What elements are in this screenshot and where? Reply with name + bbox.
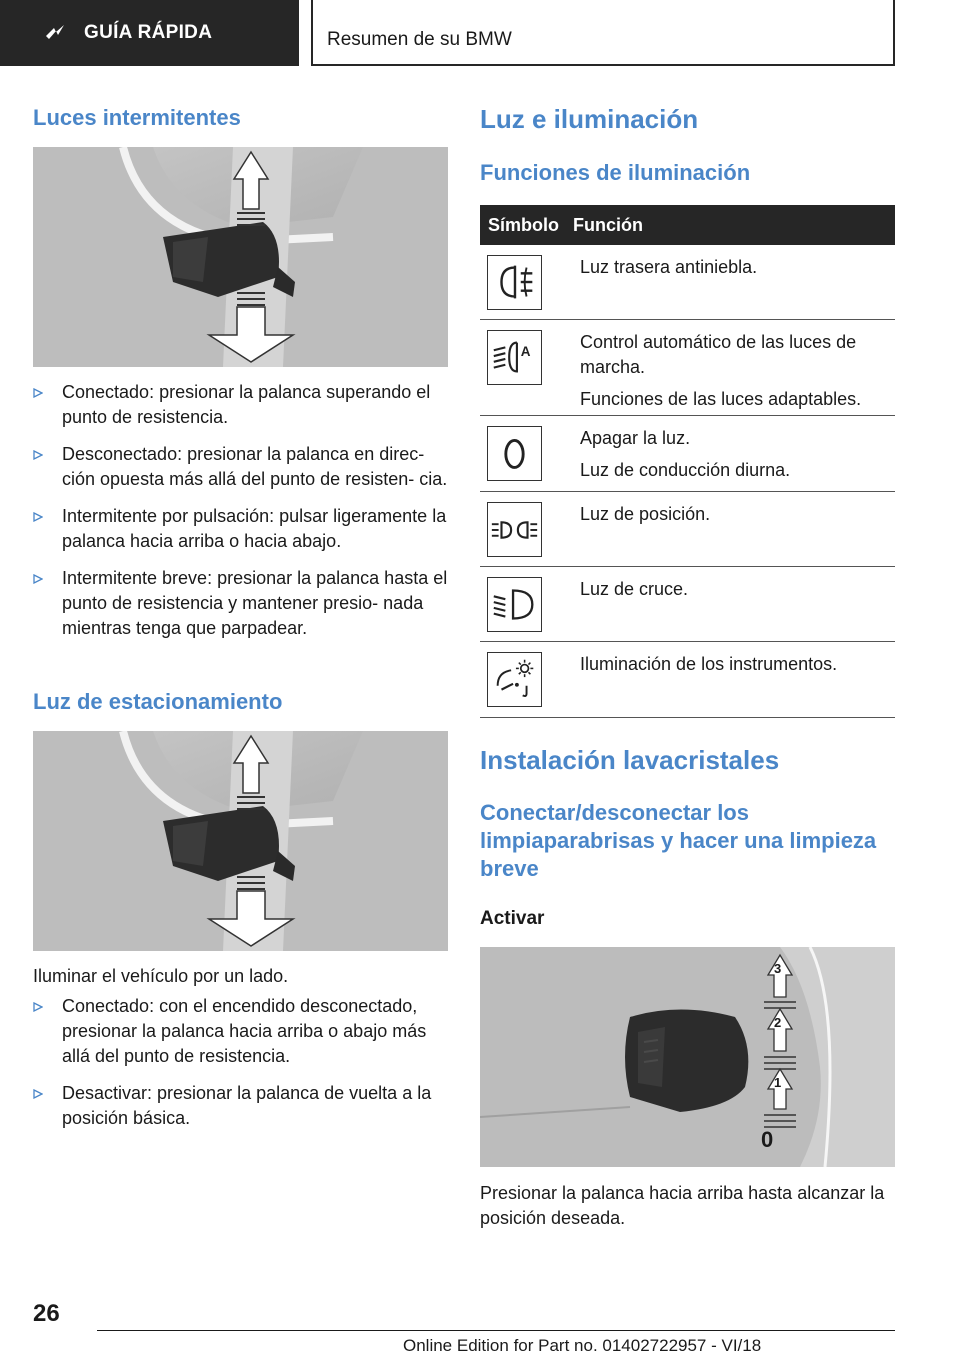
footer-divider: [97, 1330, 895, 1331]
wiper-position-label: 2: [774, 1015, 782, 1030]
turn-signal-lever-photo: [33, 147, 448, 367]
list-item: Desactivar: presionar la palanca de vuelta a la posición básica.: [33, 1081, 451, 1131]
triangle-bullet-icon: [33, 1002, 43, 1012]
footer-edition: Online Edition for Part no. 01402722957 - VI/18: [403, 1336, 762, 1355]
wiper-caption: Presionar la palanca hacia arriba hasta alcanzar la posición deseada.: [480, 1183, 885, 1228]
triangle-bullet-icon: [33, 512, 43, 522]
triangle-bullet-icon: [33, 388, 43, 398]
parking-light-lever-photo: [33, 731, 448, 951]
list-item: Intermitente por pulsación: pulsar ligeramente la palanca hacia arriba o hacia abajo.: [33, 504, 451, 554]
triangle-bullet-icon: [33, 450, 43, 460]
table-cell-function: Luz de posición.: [580, 504, 711, 524]
auto-light-icon: [487, 330, 542, 385]
section-tab: [0, 0, 299, 66]
heading-luz-estacionamiento: Luz de estacionamiento: [33, 689, 283, 714]
list-item: Conectado: con el encendido desconectado, presionar la palanca hacia arriba o abajo más allá del punto de resistencia.: [33, 994, 451, 1069]
list-item: Desconectado: presionar la palanca en direc‐ ción opuesta más allá del punto de resisten‐ cia.: [33, 442, 451, 492]
section-label: GUÍA RÁPIDA: [84, 22, 213, 43]
page-number: 26: [33, 1300, 60, 1327]
heading-luz-iluminacion: Luz e iluminación: [480, 104, 699, 134]
triangle-bullet-icon: [33, 574, 43, 584]
table-row: [480, 492, 895, 567]
table-cell-function: Control automático de las luces de marcha. Funciones de las luces adaptables.: [580, 332, 862, 409]
heading-funciones-iluminacion: Funciones de iluminación: [480, 160, 751, 185]
breadcrumb: Resumen de su BMW: [327, 29, 512, 50]
low-beam-icon: [487, 577, 542, 632]
heading-activar: Activar: [480, 908, 545, 929]
table-cell-function: Iluminación de los instrumentos.: [580, 654, 838, 674]
table-cell-function: Apagar la luz. Luz de conducción diurna.: [580, 428, 791, 480]
wiper-lever-photo: [480, 947, 895, 1167]
column-header-function: Función: [573, 214, 643, 235]
triangle-bullet-icon: [33, 1089, 43, 1099]
table-cell-function: Luz de cruce.: [580, 579, 689, 599]
table-row: [480, 245, 895, 320]
breadcrumb-box: [311, 0, 895, 66]
estacionamiento-intro: Iluminar el vehículo por un lado.: [33, 966, 289, 986]
column-header-symbol: Símbolo: [488, 214, 559, 235]
table-cell-function: Luz trasera antiniebla.: [580, 257, 758, 277]
estacionamiento-bullet-list: [33, 994, 451, 1143]
heading-luces-intermitentes: Luces intermitentes: [33, 105, 241, 130]
table-row: [480, 567, 895, 642]
wiper-position-label: 1: [774, 1075, 782, 1090]
table-row: [480, 642, 895, 718]
heading-limpiaparabrisas: Conectar/desconectar los limpiaparabrisas y hacer una limpieza breve: [480, 800, 877, 881]
svg-text:A: A: [520, 344, 531, 360]
position-light-icon: [487, 502, 542, 557]
table-row: [480, 416, 895, 492]
intermitentes-bullet-list: [33, 380, 451, 653]
table-row: [480, 320, 895, 416]
instrument-lighting-icon: [487, 652, 542, 707]
wiper-position-label: 3: [774, 961, 782, 976]
list-item: Conectado: presionar la palanca superando el punto de resistencia.: [33, 380, 451, 430]
light-off-icon: [487, 426, 542, 481]
list-item: Intermitente breve: presionar la palanca hasta el punto de resistencia y mantener presio‐ nada mientras tenga que parpadear.: [33, 566, 451, 641]
lightning-bolt-icon: [44, 22, 66, 44]
rear-fog-light-icon: [487, 255, 542, 310]
wiper-position-label: 0: [761, 1127, 774, 1152]
table-header: [480, 205, 895, 245]
heading-instalacion-lavacristales: Instalación lavacristales: [480, 745, 780, 775]
lighting-functions-table: [480, 205, 895, 718]
